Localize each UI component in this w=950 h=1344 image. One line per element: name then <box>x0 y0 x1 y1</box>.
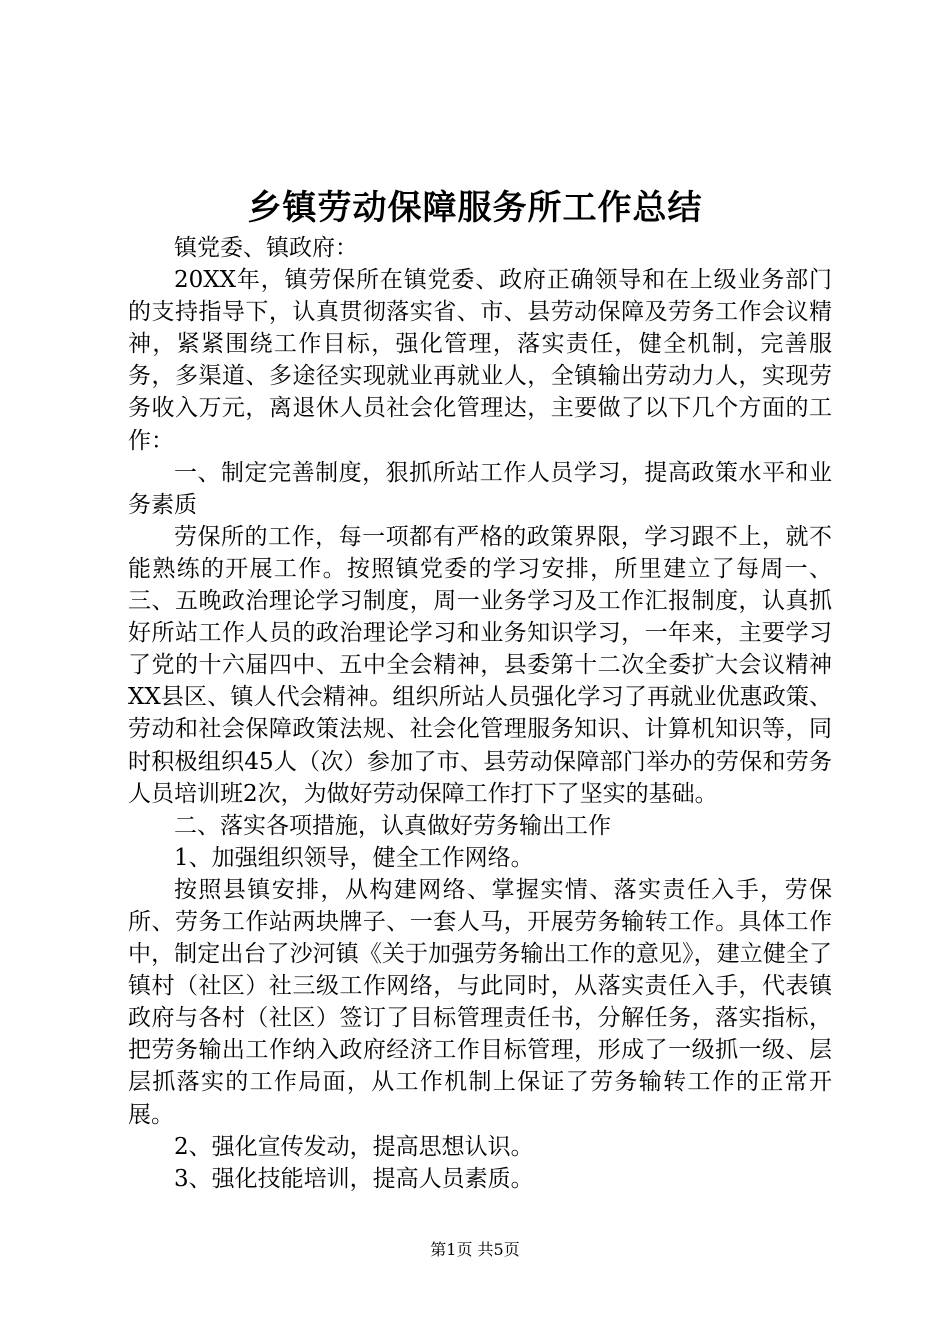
subsection-2-1-paragraph: 按照县镇安排，从构建网络、掌握实情、落实责任入手，劳保所、劳务工作站两块牌子、一套人马，开展劳务输转工作。具体工作中，制定出台了沙河镇《关于加强劳务输出工作的意见》，建立健全了镇村（社区）社三级工作网络，与此同时，从落实责任入手，代表镇政府与各村（社区）签订了目标管理责任书，分解任务，落实指标，把劳务输出工作纳入政府经济工作目标管理，形成了一级抓一级、层层抓落实的工作局面，从工作机制上保证了劳务输转工作的正常开展。 <box>128 876 832 1128</box>
page-number-footer: 第1页 共5页 <box>430 1240 520 1259</box>
document-title: 乡镇劳动保障服务所工作总结 <box>247 188 703 228</box>
subheading-2-1: 1、加强组织领导，健全工作网络。 <box>174 844 534 871</box>
subheading-2-3: 3、强化技能培训，提高人员素质。 <box>174 1165 534 1192</box>
document-body <box>128 232 832 1195</box>
salutation: 镇党委、镇政府： <box>174 235 358 261</box>
subheading-2-2: 2、强化宣传发动，提高思想认识。 <box>174 1133 534 1160</box>
section-heading-2: 二、落实各项措施，认真做好劳务输出工作 <box>174 812 611 839</box>
section-1-paragraph: 劳保所的工作，每一项都有严格的政策界限，学习跟不上，就不能熟练的开展工作。按照镇党委的学习安排，所里建立了每周一、三、五晚政治理论学习制度，周一业务学习及工作汇报制度，认真抓好所站工作人员的政治理论学习和业务知识学习，一年来，主要学习了党的十六届四中、五中全会精神，县委第十二次全委扩大会议精神XX县区、镇人代会精神。组织所站人员强化学习了再就业优惠政策、劳动和社会保障政策法规、社会化管理服务知识、计算机知识等，同时积极组织45人（次）参加了市、县劳动保障部门举办的劳保和劳务人员培训班2次，为做好劳动保障工作打下了坚实的基础。 <box>128 523 832 807</box>
section-heading-1: 一、制定完善制度，狠抓所站工作人员学习，提高政策水平和业务素质 <box>128 459 832 518</box>
intro-paragraph: 20XX年，镇劳保所在镇党委、政府正确领导和在上级业务部门的支持指导下，认真贯彻落实省、市、县劳动保障及劳务工作会议精神，紧紧围绕工作目标，强化管理，落实责任，健全机制，完善服务，多渠道、多途径实现就业再就业人，全镇输出劳动力人，实现劳务收入万元，离退休人员社会化管理达，主要做了以下几个方面的工作： <box>128 267 832 454</box>
